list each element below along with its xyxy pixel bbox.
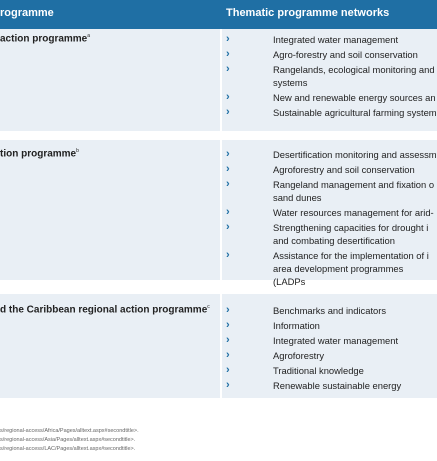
chevron-right-icon: › [226, 33, 230, 45]
table-header [0, 0, 437, 29]
chevron-right-icon: › [226, 319, 230, 331]
chevron-right-icon: › [226, 221, 230, 233]
chevron-right-icon: › [226, 148, 230, 160]
chevron-right-icon: › [226, 48, 230, 60]
chevron-right-icon: › [226, 349, 230, 361]
chevron-right-icon: › [226, 334, 230, 346]
chevron-right-icon: › [226, 249, 230, 261]
header-thematic-networks: Thematic programme networks [226, 7, 390, 19]
footnote-a: s/regional-access/Africa/Pages/alltext.aspx#secondtitle>. [0, 428, 139, 434]
chevron-right-icon: › [226, 364, 230, 376]
column-divider [220, 294, 222, 398]
programme-title: tion programme$^b$ [0, 148, 79, 160]
footnote-mark: b [76, 148, 79, 154]
footnote-b: s/regional-access/Asia/Pages/alltext.aspx#secondtitle>. [0, 437, 136, 443]
footnote-mark: a [87, 33, 91, 39]
programme-title: d the Caribbean regional action programme$^c$ [0, 304, 210, 316]
footnote-c: s/regional-access/LAC/Pages/alltext.aspx#secondtitle>. [0, 446, 136, 452]
programme-title: action programme$^a$ [0, 33, 91, 45]
column-divider [220, 140, 222, 280]
footnote-mark: c [207, 304, 210, 310]
header-programme: rogramme [0, 7, 54, 19]
chevron-right-icon: › [226, 63, 230, 75]
chevron-right-icon: › [226, 304, 230, 316]
chevron-right-icon: › [226, 178, 230, 190]
chevron-right-icon: › [226, 379, 230, 391]
chevron-right-icon: › [226, 163, 230, 175]
chevron-right-icon: › [226, 206, 230, 218]
column-divider [220, 29, 222, 131]
chevron-right-icon: › [226, 91, 230, 103]
chevron-right-icon: › [226, 106, 230, 118]
